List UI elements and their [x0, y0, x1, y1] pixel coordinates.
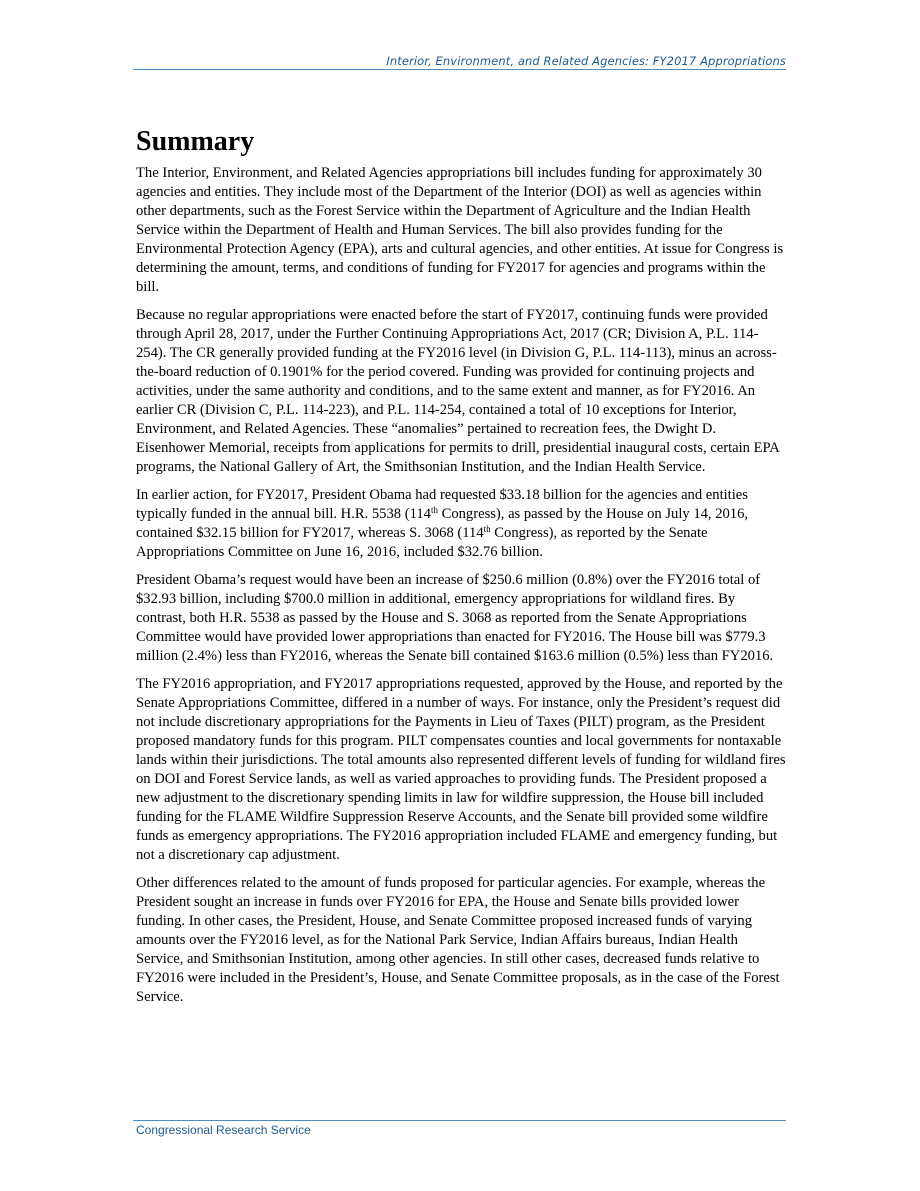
paragraph-3-part-3: Congress), as reported by the Senate Appropriations Committee on June 16, 2016, included $32.76 billion.	[136, 525, 708, 560]
paragraph-5: The FY2016 appropriation, and FY2017 appropriations requested, approved by the House, and reported by the Senate Appropriations Committee, differed in a number of ways. For instance, only the President’s request did not include discretionary appropriations for the Payments in Lieu of Taxes (PILT) program, as the President proposed mandatory funds for this program. PILT compensates counties and local governments for nontaxable lands within their jurisdictions. The total amounts also represented different levels of funding for wildland fires on DOI and Forest Service lands, as well as varied approaches to providing funds. The President proposed a new adjustment to the discretionary spending limits in law for wildfire suppression, the House bill included funding for the FLAME Wildfire Suppression Reserve Accounts, and the Senate bill provided some wildfire funds as emergency appropriations. The FY2016 appropriation included FLAME and emergency funding, but not a discretionary cap adjustment.	[136, 676, 786, 863]
summary-section	[136, 126, 786, 1016]
header-divider	[133, 69, 786, 70]
paragraph-3	[136, 486, 786, 562]
superscript-th-2: th	[483, 524, 491, 534]
footer-source: Congressional Research Service	[136, 1123, 311, 1137]
running-header: Interior, Environment, and Related Agencies: FY2017 Appropriations	[386, 54, 786, 68]
paragraph-3-part-2: Congress), as passed by the House on July 14, 2016, contained $32.15 billion for FY2017, whereas S. 3068 (114	[136, 506, 749, 541]
section-title: Summary	[136, 126, 255, 157]
paragraph-2: Because no regular appropriations were enacted before the start of FY2017, continuing funds were provided through April 28, 2017, under the Further Continuing Appropriations Act, 2017 (CR; Division A, P.L. 114-254). The CR generally provided funding at the FY2016 level (in Division G, P.L. 114-113), minus an across-the-board reduction of 0.1901% for the period covered. Funding was provided for continuing projects and activities, under the same authority and conditions, and to the same extent and manner, as for FY2016. An earlier CR (Division C, P.L. 114-223), and P.L. 114-254, contained a total of 10 exceptions for Interior, Environment, and Related Agencies. These “anomalies” pertained to recreation fees, the Dwight D. Eisenhower Memorial, receipts from applications for permits to drill, presidential inaugural costs, certain EPA programs, the National Gallery of Art, the Smithsonian Institution, and the Indian Health Service.	[136, 307, 780, 475]
paragraph-3-part-1: In earlier action, for FY2017, President Obama had requested $33.18 billion for the agencies and entities typically funded in the annual bill. H.R. 5538 (114	[136, 487, 748, 522]
paragraph-6: Other differences related to the amount of funds proposed for particular agencies. For example, whereas the President sought an increase in funds over FY2016 for EPA, the House and Senate bills provided lower funding. In other cases, the President, House, and Senate Committee proposed increased funds of varying amounts over the FY2016 level, as for the National Park Service, Indian Affairs bureaus, Indian Health Service, and Smithsonian Institution, among other agencies. In still other cases, decreased funds relative to FY2016 were included in the President’s, House, and Senate Committee proposals, as in the case of the Forest Service.	[136, 875, 780, 1005]
paragraph-4: President Obama’s request would have been an increase of $250.6 million (0.8%) over the FY2016 total of $32.93 billion, including $700.0 million in additional, emergency appropriations for wildland fires. By contrast, both H.R. 5538 as passed by the House and S. 3068 as reported from the Senate Appropriations Committee would have provided lower appropriations than enacted for FY2016. The House bill was $779.3 million (2.4%) less than FY2016, whereas the Senate bill contained $163.6 million (0.5%) less than FY2016.	[136, 572, 774, 664]
footer-divider	[133, 1120, 786, 1121]
superscript-th-1: th	[430, 505, 438, 515]
paragraph-1: The Interior, Environment, and Related Agencies appropriations bill includes funding for approximately 30 agencies and entities. They include most of the Department of the Interior (DOI) as well as agencies within other departments, such as the Forest Service within the Department of Agriculture and the Indian Health Service within the Department of Health and Human Services. The bill also provides funding for the Environmental Protection Agency (EPA), arts and cultural agencies, and other entities. At issue for Congress is determining the amount, terms, and conditions of funding for FY2017 for agencies and programs within the bill.	[136, 165, 784, 295]
